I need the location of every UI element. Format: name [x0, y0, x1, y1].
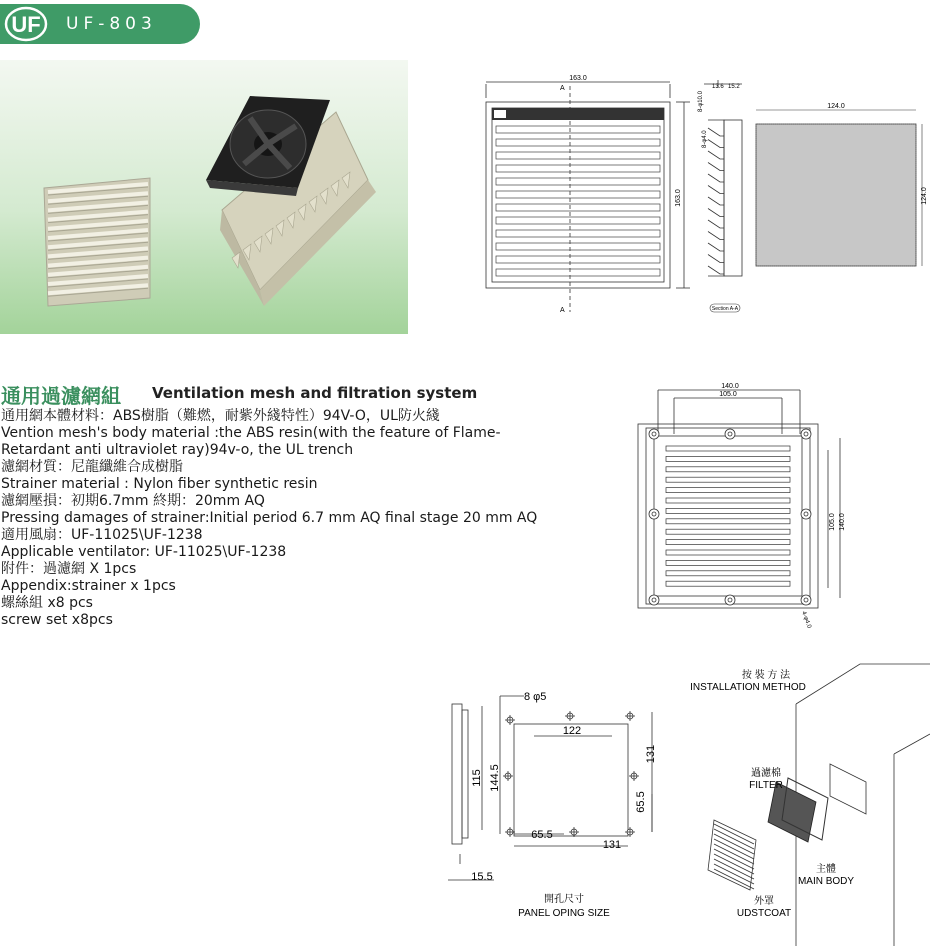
front-slat — [496, 217, 660, 224]
dim-depth-b: 15.2 — [728, 84, 740, 90]
spec-list — [1, 408, 538, 629]
caption-cn: 開孔尺寸 — [544, 894, 584, 905]
dim-filter-h: 124.0 — [921, 187, 928, 205]
section-title-cn: 通用過濾網組 — [1, 384, 121, 408]
mid-slat — [666, 467, 790, 472]
dim-hole: 8-φ10.0 — [698, 91, 704, 112]
product-photo — [0, 60, 408, 334]
dim-hole-b: 8-φ4.0 — [702, 130, 708, 148]
installation-diagram — [684, 664, 930, 948]
mid-slat — [666, 560, 790, 565]
spec-line: 螺絲組 x8 pcs — [1, 595, 93, 611]
section-slat — [708, 255, 724, 263]
cover-slat — [714, 839, 754, 859]
logo-text: UF — [11, 12, 41, 37]
front-slat — [496, 269, 660, 276]
section-slat — [708, 186, 724, 194]
mount-hole — [652, 432, 656, 436]
cover-slat — [714, 829, 754, 849]
panel-cutout-drawing — [444, 684, 664, 920]
mid-slat — [666, 456, 790, 461]
spec-line: 濾網壓損：初期6.7mm 終期：20mm AQ — [1, 493, 265, 509]
front-slat — [496, 126, 660, 133]
section-mark-top: A — [560, 85, 565, 92]
install-title-en: INSTALLATION METHOD — [690, 682, 806, 693]
section-slat — [708, 209, 724, 217]
mid-slat — [666, 519, 790, 524]
filter-label-en: FILTER — [749, 780, 783, 791]
dim-122: 122 — [562, 725, 582, 737]
dim-inner: 105.0 — [719, 391, 737, 398]
front-slat — [496, 152, 660, 159]
dim-131-h: 131 — [602, 839, 622, 851]
body-label-cn: 主體 — [816, 864, 836, 875]
mount-hole — [728, 432, 732, 436]
cover-slat — [714, 854, 754, 874]
spec-line: Strainer material : Nylon fiber synthetic resin — [1, 476, 318, 492]
body-label-en: MAIN BODY — [797, 876, 855, 887]
section-slat — [708, 243, 724, 251]
spec-line: Applicable ventilator: UF-11025\UF-1238 — [1, 544, 287, 560]
mid-slat — [666, 581, 790, 586]
spec-line: Appendix:strainer x 1pcs — [1, 578, 176, 594]
dim-144: 144.5 — [489, 764, 501, 792]
spec-line: Retardant anti ultraviolet ray)94v-o, the UL trench — [1, 442, 354, 458]
section-label: Section A-A — [711, 306, 739, 312]
cover-slat — [714, 844, 754, 864]
dim-filter-w: 124.0 — [827, 103, 845, 110]
mid-slat — [666, 488, 790, 493]
dim-131-v: 131 — [645, 744, 657, 764]
filter-label-cn: 過濾棉 — [751, 768, 781, 779]
dim-65-v: 65.5 — [635, 791, 647, 813]
front-slat — [496, 178, 660, 185]
front-slat — [496, 204, 660, 211]
section-slat — [708, 163, 724, 171]
front-slat — [496, 243, 660, 250]
cover-slat — [714, 849, 754, 869]
mid-slat — [666, 529, 790, 534]
front-slat — [496, 139, 660, 146]
dim-height: 163.0 — [675, 189, 682, 207]
spec-line: Vention mesh's body material :the ABS resin(with the feature of Flame- — [1, 425, 501, 441]
dim-15: 15.5 — [471, 871, 493, 883]
front-slat — [496, 230, 660, 237]
dim-v-inner: 105.0 — [829, 513, 836, 531]
dim-hole-mid: 4-φ4.0 — [800, 610, 812, 630]
cover-slat — [714, 824, 754, 844]
dim-outer: 140.0 — [721, 383, 739, 390]
mount-hole — [804, 598, 808, 602]
spec-line: 濾網材質：尼龍纖維合成樹脂 — [1, 459, 183, 475]
section-slat — [708, 220, 724, 228]
mid-slat — [666, 571, 790, 576]
front-slat — [496, 191, 660, 198]
mount-hole — [804, 432, 808, 436]
uf-logo-icon — [4, 6, 48, 42]
dim-depth-a: 13.6 — [712, 84, 724, 90]
section-slat — [708, 266, 724, 274]
spec-line: 通用網本體材料：ABS樹脂（難燃，耐紫外綫特性）94V-O，UL防火綫 — [1, 408, 440, 424]
dim-115: 115 — [471, 769, 483, 787]
model-label: UF-803 — [66, 14, 157, 34]
section-slat — [708, 174, 724, 182]
cover-label-cn: 外罩 — [754, 896, 774, 907]
cover-slat — [714, 869, 754, 889]
dim-width: 163.0 — [569, 75, 587, 82]
dim-65-h: 65.5 — [531, 829, 553, 841]
spec-line: 適用風扇：UF-11025\UF-1238 — [1, 527, 203, 543]
install-title-cn: 按 裝 方 法 — [741, 670, 791, 681]
section-slat — [708, 140, 724, 148]
spec-line: 附件：過濾網 X 1pcs — [1, 561, 137, 577]
section-mark-bottom: A — [560, 307, 565, 314]
spec-line: screw set x8pcs — [1, 612, 113, 628]
mount-hole — [652, 598, 656, 602]
cover-slat — [714, 834, 754, 854]
technical-drawing-front-section — [470, 68, 930, 328]
section-slat — [708, 128, 724, 136]
mount-hole — [804, 512, 808, 516]
technical-drawing-front-140 — [632, 376, 846, 632]
spec-line: Pressing damages of strainer:Initial period 6.7 mm AQ final stage 20 mm AQ — [1, 510, 538, 526]
cover-slat — [714, 864, 754, 884]
filter-mesh — [756, 124, 916, 266]
section-slat — [708, 197, 724, 205]
grille-front-image — [44, 178, 150, 306]
mid-slat — [666, 540, 790, 545]
mid-slat — [666, 498, 790, 503]
mount-hole — [728, 598, 732, 602]
mid-slat — [666, 477, 790, 482]
caption-en: PANEL OPING SIZE — [518, 908, 610, 919]
grille-top-band — [492, 108, 664, 120]
dim-v-outer: 140.0 — [839, 513, 846, 531]
mid-slat — [666, 446, 790, 451]
front-slat — [496, 165, 660, 172]
mid-slat — [666, 508, 790, 513]
mount-hole — [652, 512, 656, 516]
dim-holes: 8 φ5 — [524, 691, 547, 703]
section-slat — [708, 232, 724, 240]
cover-label-en: UDSTCOAT — [736, 908, 792, 919]
section-title-en: Ventilation mesh and filtration system — [152, 384, 478, 402]
mid-slat — [666, 550, 790, 555]
front-slat — [496, 256, 660, 263]
section-slat — [708, 151, 724, 159]
